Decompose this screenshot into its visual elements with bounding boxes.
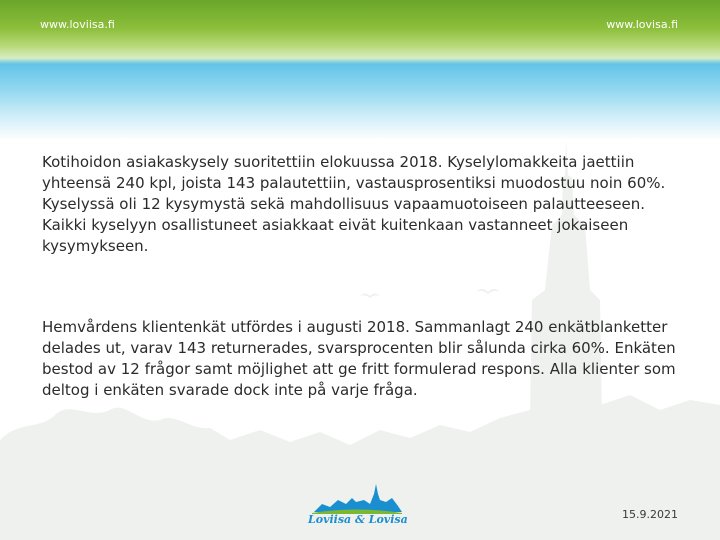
finnish-paragraph: Kotihoidon asiakaskysely suoritettiin elokuussa 2018. Kyselylomakkeita jaettiin yhteensä 240 kpl, joista 143 palautettiin, vastausprosentiksi muodostuu noin 60%. Kyselyssä oli 12 kysymystä sekä mahdollisuus vapaamuotoiseen palautteeseen. Kaikki kyselyyn osallistuneet asiakkaat eivät kuitenkaan vastanneet jokaiseen kysymykseen.: [42, 153, 666, 255]
loviisa-logo: [308, 480, 408, 530]
header-url-left: www.loviisa.fi: [40, 18, 115, 31]
header-url-right: www.lovisa.fi: [606, 18, 678, 31]
logo-skyline-icon: [308, 480, 404, 514]
swedish-paragraph: Hemvårdens klientenkät utfördes i augusti 2018. Sammanlagt 240 enkätblanketter delades ut, varav 143 returnerades, svarsprocenten blir sålunda cirka 60%. Enkäten bestod av 12 frågor samt möjlighet att ge fritt formulerad respons. Alla klienter som deltog i enkäten svarade dock inte på varje fråga.: [42, 318, 676, 399]
logo-wordmark: Loviisa & Lovisa: [308, 513, 408, 526]
slide-date: 15.9.2021: [622, 508, 678, 521]
